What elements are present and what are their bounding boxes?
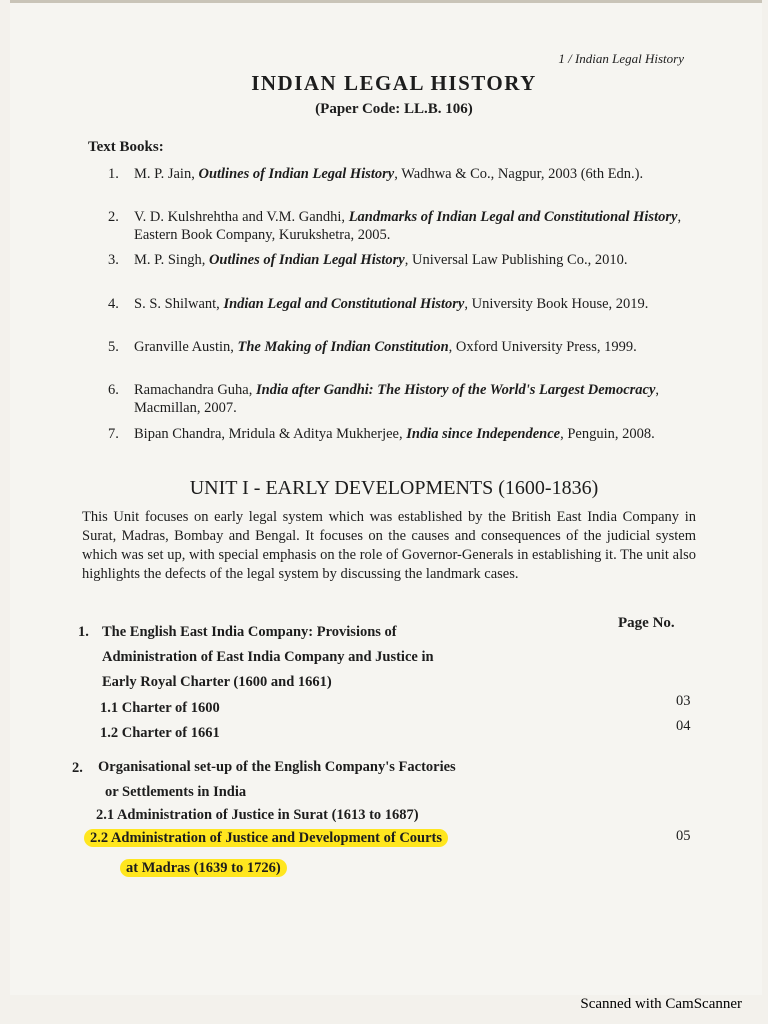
book-publisher: , Penguin, 2008.	[560, 426, 655, 442]
page-number-heading: Page No.	[618, 615, 675, 631]
toc-item-text: The English East India Company: Provisions of	[102, 624, 397, 640]
book-title: India since Independence	[406, 426, 561, 442]
paper-code: (Paper Code: LL.B. 106)	[315, 101, 473, 117]
toc-item-text: or Settlements in India	[105, 784, 247, 800]
highlighted-text: at Madras (1639 to 1726)	[120, 859, 287, 877]
toc-subitem: 1.1 Charter of 1600	[100, 700, 220, 716]
book-author: V. D. Kulshrehtha and V.M. Gandhi,	[134, 209, 349, 225]
book-number: 4.	[108, 296, 119, 312]
running-header: 1 / Indian Legal History	[558, 51, 684, 66]
book-item	[108, 338, 700, 356]
book-title: India after Gandhi: The History of the World's Largest Democracy	[256, 382, 656, 398]
book-author: Granville Austin,	[134, 339, 238, 355]
book-publisher: , Oxford University Press, 1999.	[448, 339, 637, 355]
book-author: Bipan Chandra, Mridula & Aditya Mukherjee,	[134, 426, 407, 442]
text-books-heading: Text Books:	[88, 139, 164, 155]
book-title: The Making of Indian Constitution	[237, 339, 449, 355]
book-number: 7.	[108, 426, 119, 442]
unit-title: UNIT I - EARLY DEVELOPMENTS (1600-1836)	[189, 477, 599, 499]
toc-subitem: 2.1 Administration of Justice in Surat (1613 to 1687)	[96, 807, 419, 823]
book-item	[108, 295, 700, 313]
book-number: 5.	[108, 339, 119, 355]
book-title: Outlines of Indian Legal History	[198, 166, 395, 182]
book-number: 2.	[108, 209, 119, 225]
book-publisher: , Macmillan, 2007.	[134, 382, 660, 416]
toc-page-number: 04	[676, 718, 691, 734]
book-title: Indian Legal and Constitutional History	[223, 296, 465, 312]
book-title: Landmarks of Indian Legal and Constitutional History	[348, 209, 678, 225]
document-page	[10, 0, 762, 995]
book-author: M. P. Jain,	[134, 166, 199, 182]
book-item	[108, 381, 700, 417]
book-number: 3.	[108, 252, 119, 268]
toc-subitem-highlighted	[120, 860, 287, 877]
toc-subitem-highlighted	[84, 830, 448, 847]
book-item	[108, 165, 700, 183]
scanner-watermark: Scanned with CamScanner	[580, 996, 742, 1012]
toc-item-text: Administration of East India Company and Justice in	[102, 649, 434, 665]
book-number: 1.	[108, 166, 119, 182]
toc-item-text: Organisational set-up of the English Company's Factories	[98, 759, 456, 775]
book-item	[108, 425, 700, 443]
book-item	[108, 251, 700, 269]
book-item	[108, 208, 700, 244]
book-publisher: , Eastern Book Company, Kurukshetra, 2005.	[134, 209, 682, 243]
book-publisher: , Wadhwa & Co., Nagpur, 2003 (6th Edn.).	[394, 166, 644, 182]
toc-item-text: Early Royal Charter (1600 and 1661)	[102, 674, 332, 690]
toc-page-number: 05	[676, 828, 691, 844]
highlighted-text: 2.2 Administration of Justice and Development of Courts	[84, 829, 448, 847]
book-author: Ramachandra Guha,	[134, 382, 256, 398]
unit-description: This Unit focuses on early legal system which was established by the British East India Company in Surat, Madras, Bombay and Bengal. It focuses on the causes and consequences of the judicial system which was set up, with special emphasis on the role of Governor-Generals in establishing it. The unit also highlights the defects of the legal system by discussing the landmark cases.	[82, 509, 696, 582]
book-title: Outlines of Indian Legal History	[208, 252, 405, 268]
book-author: M. P. Singh,	[134, 252, 209, 268]
book-publisher: , Universal Law Publishing Co., 2010.	[404, 252, 628, 268]
toc-item-number: 1.	[78, 624, 89, 640]
page-title: INDIAN LEGAL HISTORY	[251, 71, 537, 95]
book-author: S. S. Shilwant,	[134, 296, 224, 312]
book-publisher: , University Book House, 2019.	[464, 296, 649, 312]
toc-item-number: 2.	[72, 760, 83, 776]
toc-subitem: 1.2 Charter of 1661	[100, 725, 220, 741]
book-number: 6.	[108, 382, 119, 398]
toc-page-number: 03	[676, 693, 691, 709]
